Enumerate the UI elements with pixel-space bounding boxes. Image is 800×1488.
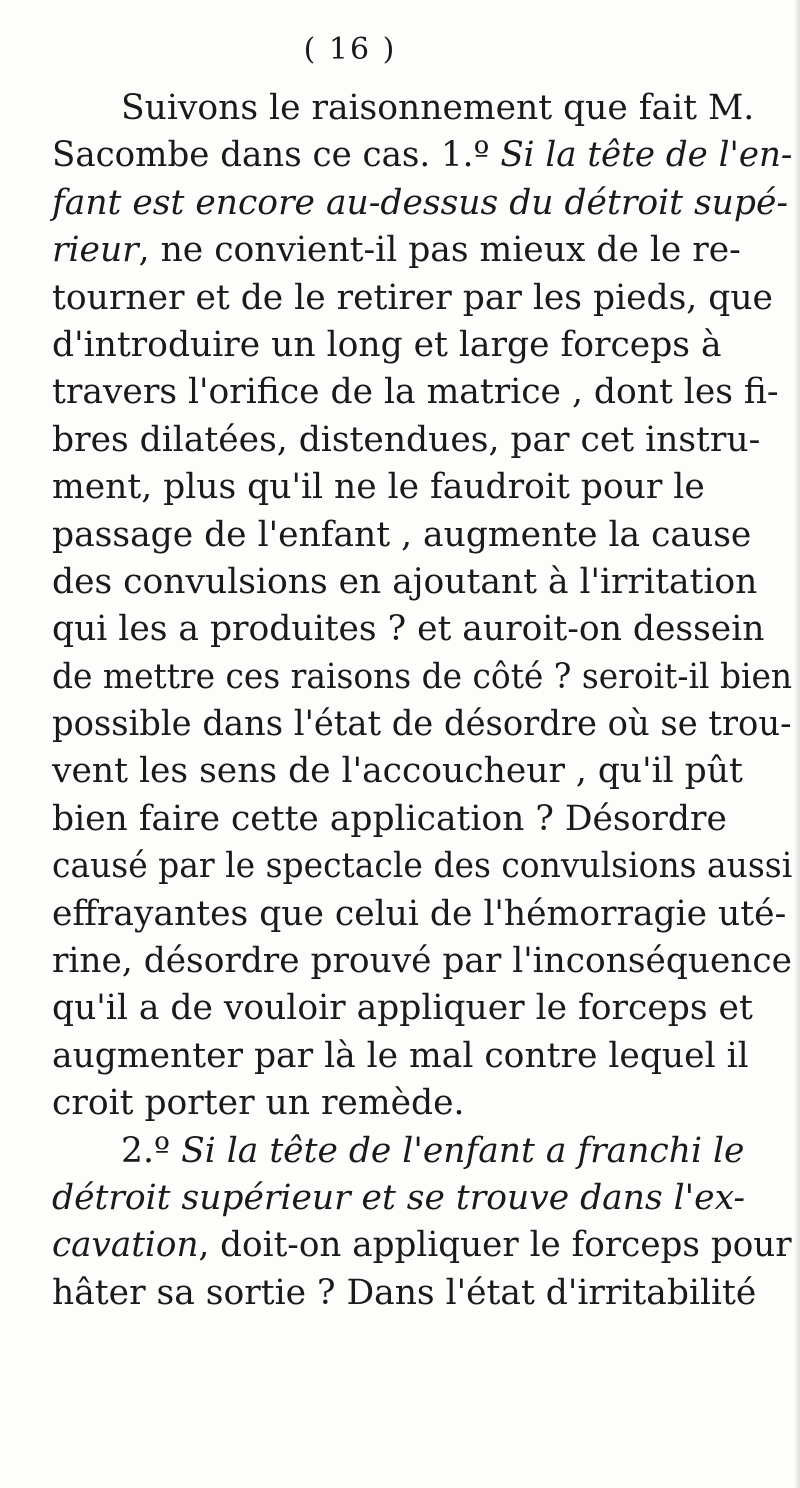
text-segment: qu'il a de vouloir appliquer le forceps et bbox=[52, 988, 753, 1029]
text-segment: passage de l'enfant , augmente la cause bbox=[52, 514, 752, 555]
text-segment: d'introduire un long et large forceps à bbox=[52, 324, 722, 365]
text-line bbox=[52, 275, 792, 322]
text-line bbox=[52, 1270, 792, 1317]
text-segment: des convulsions en ajoutant à l'irritation bbox=[52, 561, 758, 602]
text-line bbox=[52, 1128, 792, 1175]
page-edge-shadow bbox=[794, 0, 800, 1488]
text-segment: possible dans l'état de désordre où se trou- bbox=[52, 704, 792, 745]
text-segment: bres dilatées, distendues, par cet instru- bbox=[52, 419, 761, 460]
text-segment: effrayantes que celui de l'hémorragie uté- bbox=[52, 893, 787, 934]
text-line bbox=[52, 417, 792, 464]
text-segment: travers l'orifice de la matrice , dont les fi- bbox=[52, 372, 779, 413]
text-segment: bien faire cette application ? Désordre bbox=[52, 798, 727, 839]
text-segment: de mettre ces raisons de côté ? seroit-il bien bbox=[52, 656, 793, 697]
italic-segment: Si la tête de l'enfant a franchi le bbox=[181, 1130, 745, 1171]
text-line bbox=[52, 1080, 792, 1127]
page-number: ( 16 ) bbox=[303, 32, 397, 67]
text-line bbox=[52, 654, 793, 701]
text-line bbox=[52, 512, 792, 559]
text-line bbox=[52, 796, 792, 843]
text-line bbox=[52, 748, 792, 795]
text-line bbox=[52, 369, 792, 416]
text-line bbox=[52, 701, 792, 748]
italic-segment: rieur bbox=[52, 230, 139, 271]
text-line bbox=[52, 938, 792, 985]
text-line bbox=[52, 85, 792, 132]
text-line bbox=[52, 559, 792, 606]
body-text bbox=[52, 85, 792, 1317]
text-segment: croit porter un remède. bbox=[52, 1083, 465, 1124]
text-line bbox=[52, 1222, 792, 1269]
text-segment: 2.º bbox=[52, 1130, 182, 1171]
text-segment: qui les a produites ? et auroit-on dessein bbox=[52, 609, 765, 650]
italic-segment: Si la tête de l'en- bbox=[500, 135, 793, 176]
text-line bbox=[52, 606, 792, 653]
text-segment: , doit-on appliquer le forceps pour bbox=[198, 1225, 792, 1266]
text-line bbox=[52, 180, 792, 227]
text-segment: , ne convient-il pas mieux de le re- bbox=[138, 230, 741, 271]
text-segment: rine, désordre prouvé par l'inconséquence bbox=[52, 941, 792, 982]
text-line bbox=[52, 1033, 792, 1080]
text-segment: vent les sens de l'accoucheur , qu'il pût bbox=[52, 751, 743, 792]
text-line bbox=[52, 1175, 792, 1222]
text-line bbox=[52, 985, 792, 1032]
text-line bbox=[52, 843, 793, 890]
text-segment: tourner et de le retirer par les pieds, que bbox=[52, 277, 773, 318]
italic-segment: cavation bbox=[52, 1225, 199, 1266]
text-segment: Suivons le raisonnement que fait M. bbox=[52, 88, 755, 128]
text-segment: Sacombe dans ce cas. 1.º bbox=[52, 135, 501, 176]
italic-segment: détroit supérieur et se trouve dans l'ex- bbox=[52, 1177, 746, 1218]
text-line bbox=[52, 227, 792, 274]
text-line bbox=[52, 891, 792, 938]
text-segment: ment, plus qu'il ne le faudroit pour le bbox=[52, 467, 705, 508]
text-segment: causé par le spectacle des convulsions aussi bbox=[52, 846, 793, 887]
text-line bbox=[52, 132, 793, 179]
italic-segment: fant est encore au-dessus du détroit supé- bbox=[52, 182, 789, 223]
text-line bbox=[52, 464, 792, 511]
text-segment: hâter sa sortie ? Dans l'état d'irritabilité bbox=[52, 1272, 757, 1313]
text-segment: augmenter par là le mal contre lequel il bbox=[52, 1035, 749, 1076]
text-line bbox=[52, 322, 792, 369]
